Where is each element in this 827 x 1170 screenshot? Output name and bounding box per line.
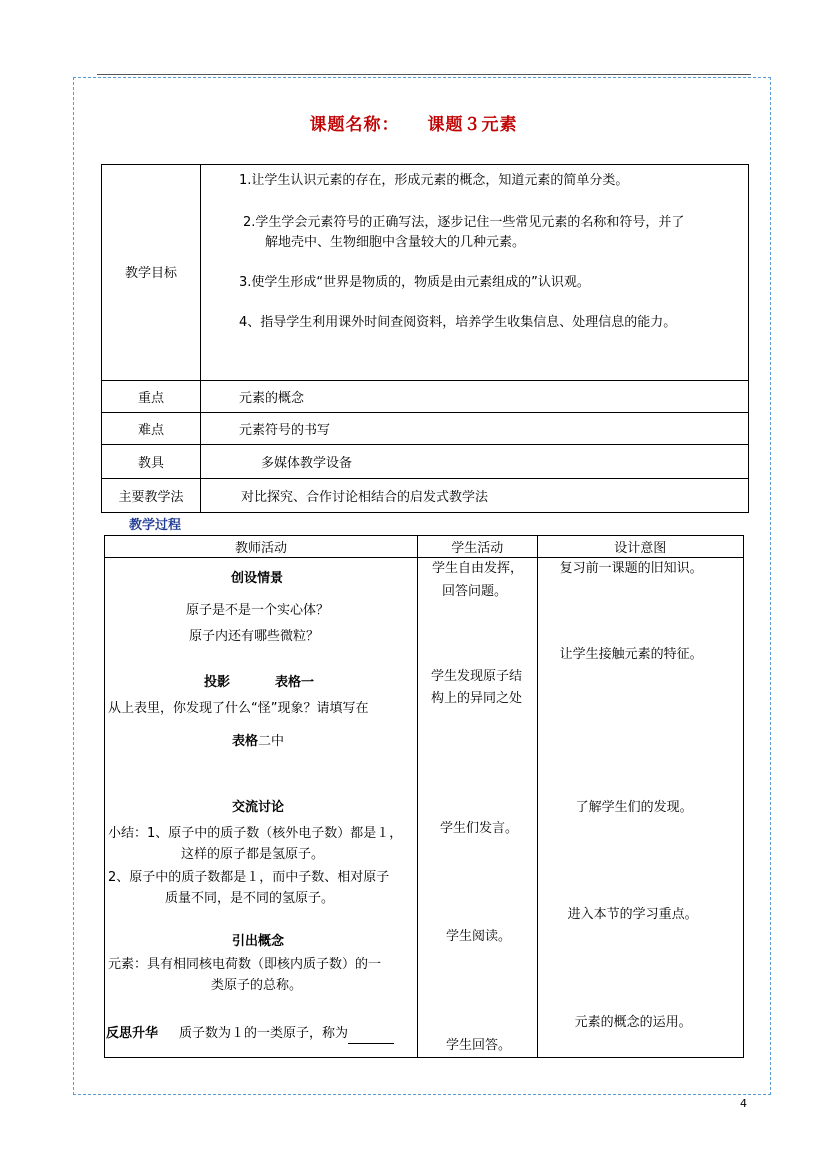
goals-cell	[201, 165, 749, 381]
observe-prompt: 从上表里，你发现了什么“怪”现象？请填写在	[108, 701, 369, 716]
page-number: 4	[740, 1097, 747, 1110]
key-point-label: 重点	[102, 381, 201, 413]
student-activity-cell	[417, 558, 537, 1058]
student-5: 学生回答。	[445, 1038, 511, 1053]
goal-1: 1.让学生认识元素的存在，形成元素的概念，知道元素的简单分类。	[239, 173, 629, 188]
table-one-label: 表格一	[275, 675, 315, 690]
col-header-teacher: 教师活动	[105, 536, 418, 558]
reflect-text: 质子数为１的一类原子，称为	[179, 1026, 349, 1041]
top-rule	[97, 74, 751, 75]
design-1: 复习前一课题的旧知识。	[559, 561, 703, 576]
col-header-student: 学生活动	[417, 536, 537, 558]
process-heading: 教学过程	[129, 518, 182, 533]
design-4: 进入本节的学习重点。	[567, 907, 698, 922]
section-title-concept: 引出概念	[232, 934, 285, 949]
student-1-line-2: 回答问题。	[441, 584, 507, 599]
process-table	[104, 535, 744, 1058]
question-2: 原子内还有哪些微粒？	[189, 629, 320, 644]
summary-2-line-1: 2、原子中的质子数都是１，而中子数、相对原子	[108, 870, 390, 885]
goal-3: 3.使学生形成“世界是物质的，物质是由元素组成的”认识观。	[239, 275, 590, 290]
info-table	[101, 164, 749, 513]
method-label: 主要教学法	[102, 479, 201, 513]
table-two-rest: 二中	[258, 734, 285, 749]
goal-4: 4、指导学生利用课外时间查阅资料，培养学生收集信息、处理信息的能力。	[239, 315, 677, 330]
student-3: 学生们发言。	[439, 821, 518, 836]
student-4: 学生阅读。	[445, 929, 511, 944]
teacher-activity-cell	[105, 558, 418, 1058]
goals-label: 教学目标	[102, 165, 201, 381]
table-two-label	[232, 732, 284, 752]
method-value: 对比探究、合作讨论相结合的启发式教学法	[201, 479, 749, 513]
projection-label: 投影	[204, 675, 231, 690]
reflect-question	[179, 1024, 394, 1044]
question-1: 原子是不是一个实心体？	[186, 603, 330, 618]
summary-2-line-2: 质量不同，是不同的氢原子。	[165, 891, 335, 906]
difficulty-value: 元素符号的书写	[201, 413, 749, 445]
reflect-title: 反思升华	[106, 1026, 159, 1041]
student-1-line-1: 学生自由发挥，	[431, 561, 523, 576]
student-2-line-2: 构上的异同之处	[430, 691, 522, 706]
col-header-design: 设计意图	[537, 536, 743, 558]
student-2-line-1: 学生发现原子结	[430, 669, 522, 684]
design-3: 了解学生们的发现。	[575, 800, 693, 815]
title-text: 课题３元素	[427, 115, 518, 135]
tools-value: 多媒体教学设备	[201, 445, 749, 479]
design-2: 让学生接触元素的特征。	[559, 647, 703, 662]
definition-line-1: 元素：具有相同核电荷数（即核内质子数）的一	[108, 957, 382, 972]
answer-blank	[348, 1029, 394, 1044]
design-5: 元素的概念的运用。	[574, 1015, 692, 1030]
section-title-discussion: 交流讨论	[232, 800, 285, 815]
summary-1-line-2: 这样的原子都是氢原子。	[181, 847, 325, 862]
section-title-scenario: 创设情景	[231, 571, 284, 586]
goal-2: 2.学生学会元素符号的正确写法，逐步记住一些常见元素的名称和符号，并了	[243, 215, 685, 230]
table-two-bold: 表格	[232, 734, 259, 749]
tools-label: 教具	[102, 445, 201, 479]
summary-1-line-1: 小结：1、原子中的质子数（核外电子数）都是１，	[108, 826, 403, 841]
definition-line-2: 类原子的总称。	[211, 978, 303, 993]
goal-2-cont: 解地壳中、生物细胞中含量较大的几种元素。	[265, 235, 526, 250]
page-title	[0, 110, 827, 135]
difficulty-label: 难点	[102, 413, 201, 445]
key-point-value: 元素的概念	[201, 381, 749, 413]
design-intent-cell	[537, 558, 743, 1058]
title-prefix: 课题名称：	[309, 115, 400, 135]
